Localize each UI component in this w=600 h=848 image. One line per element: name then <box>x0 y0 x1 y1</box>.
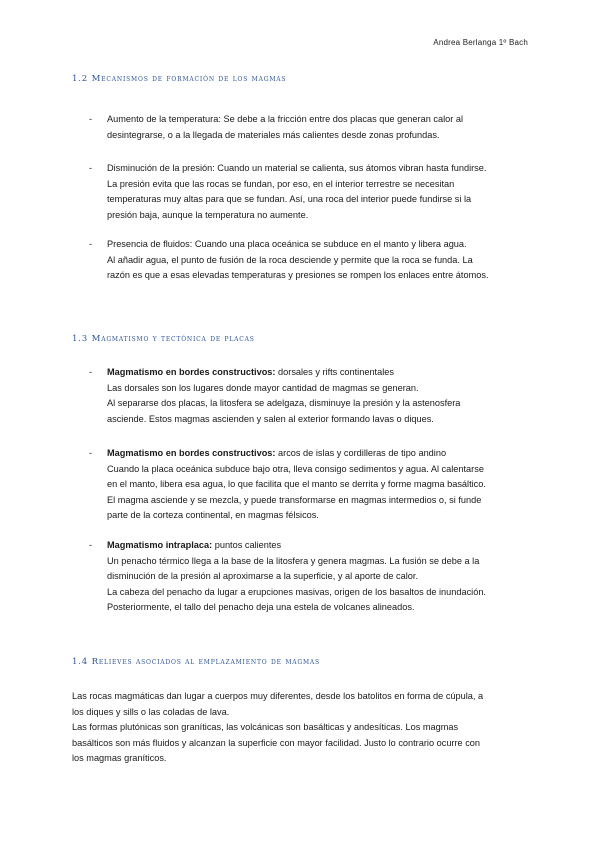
text-line: los diques y sills o las coladas de lava. <box>72 706 230 717</box>
text-line: temperaturas muy altas para que se fundan. Así, una roca del interior puede fundirse si la <box>107 194 472 205</box>
text-line: El magma asciende y se mezcla, y puede transformarse en magmas intermedios o, si funde <box>107 494 482 505</box>
text-line: Disminución de la presión: Cuando un material se calienta, sus átomos vibran hasta fundirse. <box>107 163 487 173</box>
item-heading: Magmatismo en bordes constructivos: <box>107 367 276 377</box>
text-line <box>107 446 541 462</box>
list-marker: - <box>89 540 93 550</box>
list-marker: - <box>89 163 93 173</box>
text-line: Un penacho térmico llega a la base de la litosfera y genera magmas. La fusión se debe a la <box>107 555 480 566</box>
section-title-tectonics: 1.3 Magmatismo y tectónica de placas <box>72 334 255 344</box>
text-line <box>107 365 541 381</box>
item-subheading: puntos calientes <box>212 540 282 550</box>
list-marker: - <box>89 239 93 249</box>
list-item <box>91 365 541 427</box>
item-heading: Magmatismo intraplaca: <box>107 540 213 550</box>
list-item <box>91 112 541 143</box>
text-line: Presencia de fluidos: Cuando una placa oceánica se subduce en el manto y libera agua. <box>107 239 467 249</box>
list-item <box>91 446 541 524</box>
item-subheading: arcos de islas y cordilleras de tipo andino <box>275 448 447 458</box>
section-title-relief: 1.4 Relieves asociados al emplazamiento de magmas <box>72 657 320 667</box>
text-line: presión baja, aunque la temperatura no aumente. <box>107 209 309 220</box>
text-line: en el manto, libera esa agua, lo que facilita que el manto se derrita y forme magma basáltico. <box>107 479 486 490</box>
text-line: disminución de la presión al aproximarse a la superficie, y al aporte de calor. <box>107 571 419 582</box>
list-marker: - <box>89 367 93 377</box>
text-line: razón es que a esas elevadas temperaturas y presiones se rompen los enlaces entre átomos. <box>107 270 489 281</box>
list-item <box>91 538 541 616</box>
text-line: los magmas graníticos. <box>72 753 167 764</box>
text-line: Las formas plutónicas son graníticas, las volcánicas son basálticas y andesíticas. Los magmas <box>72 722 459 733</box>
list-item <box>91 237 541 284</box>
text-line: La presión evita que las rocas se fundan, por eso, en el interior terrestre se necesitan <box>107 178 455 189</box>
text-line: Cuando la placa oceánica subduce bajo otra, lleva consigo sedimentos y agua. Al calentarse <box>107 463 484 474</box>
text-line: parte de la corteza continental, en magmas félsicos. <box>107 510 319 521</box>
text-line: Posteriormente, el tallo del penacho deja una estela de volcanes alineados. <box>107 602 415 613</box>
text-line: Al separarse dos placas, la litosfera se adelgaza, disminuye la presión y la astenosfera <box>107 398 461 409</box>
item-subheading: dorsales y rifts continentales <box>275 367 394 377</box>
text-line: desintegrarse, o a la llegada de materiales más calientes desde zonas profundas. <box>107 129 440 140</box>
text-line: La cabeza del penacho da lugar a erupciones masivas, origen de los basaltos de inundación. <box>107 586 486 597</box>
list-marker: - <box>89 114 93 124</box>
text-line <box>107 538 541 554</box>
text-line: asciende. Estos magmas ascienden y salen al exterior formando lavas o diques. <box>107 413 434 424</box>
page-header-author: Andrea Berlanga 1º Bach <box>433 38 528 47</box>
list-marker: - <box>89 448 93 458</box>
item-heading: Magmatismo en bordes constructivos: <box>107 448 276 458</box>
text-line: basálticos son más fluidos y alcanzan la superficie con mayor facilidad. Justo lo contrario ocurre con <box>72 737 481 748</box>
text-line: Las rocas magmáticas dan lugar a cuerpos muy diferentes, desde los batolitos en forma de cúpula, a <box>72 691 484 701</box>
text-line: Aumento de la temperatura: Se debe a la fricción entre dos placas que generan calor al <box>107 114 463 124</box>
text-line: Las dorsales son los lugares donde mayor cantidad de magmas se generan. <box>107 382 419 393</box>
list-item <box>91 161 541 223</box>
text-line: Al añadir agua, el punto de fusión de la roca desciende y permite que la roca se funda. La <box>107 254 473 265</box>
section-title-formation: 1.2 Mecanismos de formación de los magmas <box>72 74 287 84</box>
body-paragraph <box>72 689 542 767</box>
